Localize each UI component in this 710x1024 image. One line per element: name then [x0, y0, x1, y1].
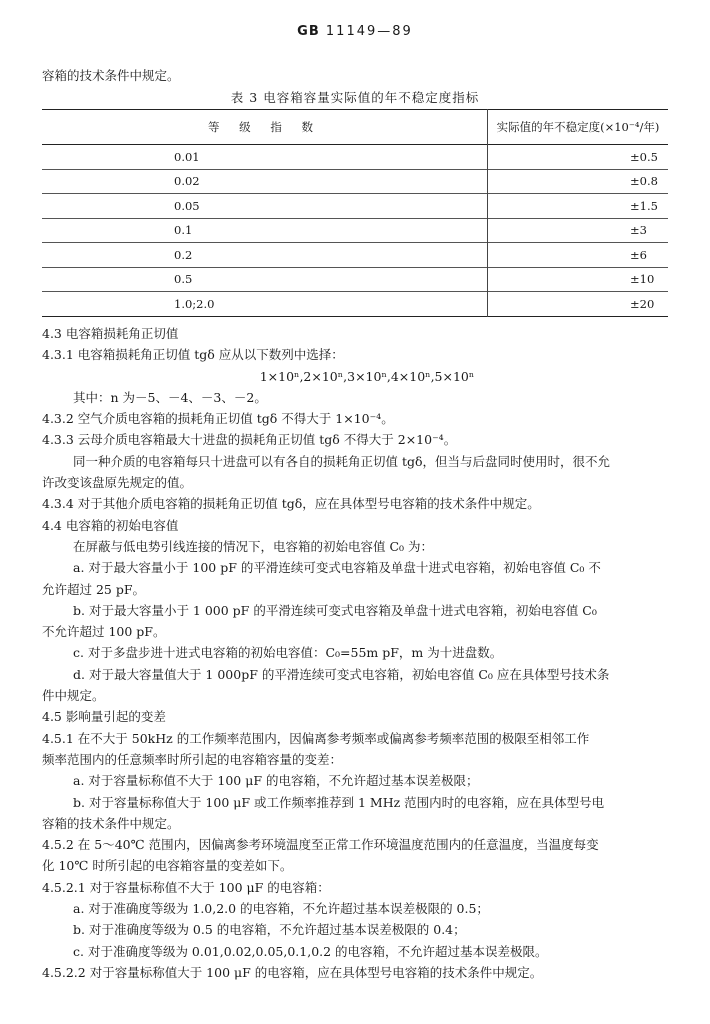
list-item-b: b. 对于容量标称值大于 100 μF 或工作频率推荐到 1 MHz 范围内时的电容箱，应在具体型号电 — [73, 794, 605, 810]
intro-line: 容箱的技术条件中规定。 — [42, 68, 180, 83]
table-row — [42, 267, 668, 292]
value-cell: ±3 — [630, 223, 647, 238]
paragraph-line: 在屏蔽与低电势引线连接的情况下，电容箱的初始电容值 C₀ 为： — [73, 538, 434, 554]
clause-4-5-2-2: 4.5.2.2 对于容量标称值大于 100 μF 的电容箱，应在具体型号电容箱的技术条件中规定。 — [42, 964, 543, 980]
standard-number: 11149—89 — [325, 24, 413, 39]
list-item-d: d. 对于最大容量值大于 1 000pF 的平滑连续可变式电容箱，初始电容值 C₀ 应在具体型号技术条 — [73, 666, 610, 682]
clause-4-3-2: 4.3.2 空气介质电容箱的损耗角正切值 tgδ 不得大于 1×10⁻⁴。 — [42, 411, 394, 427]
table-row — [42, 292, 668, 317]
paragraph-line: 容箱的技术条件中规定。 — [42, 815, 180, 831]
series-note: 其中：n 为－5、－4、－3、－2。 — [73, 389, 267, 405]
body-text — [42, 323, 672, 983]
table-row — [42, 218, 668, 243]
col-header-instability: 实际值的年不稳定度(×10⁻⁴/年) — [496, 120, 660, 134]
list-item-c: c. 对于准确度等级为 0.01,0.02,0.05,0.1,0.2 的电容箱，不允许超过基本误差极限。 — [73, 943, 548, 959]
value-cell: ±6 — [630, 247, 647, 262]
paragraph-line: 不允许超过 100 pF。 — [42, 624, 166, 640]
section-heading-4-3: 4.3 电容箱损耗角正切值 — [42, 326, 179, 341]
clause-4-3-4: 4.3.4 对于其他介质电容箱的损耗角正切值 tgδ，应在具体型号电容箱的技术条件中规定。 — [42, 496, 540, 512]
table-row — [42, 145, 668, 170]
grade-cell: 0.2 — [42, 243, 488, 268]
value-cell: ±0.5 — [630, 149, 658, 164]
value-cell: ±10 — [630, 272, 655, 287]
list-item-a: a. 对于容量标称值不大于 100 μF 的电容箱，不允许超过基本误差极限； — [73, 773, 479, 789]
clause-4-5-2-1: 4.5.2.1 对于容量标称值不大于 100 μF 的电容箱： — [42, 879, 330, 895]
stability-table — [42, 109, 668, 317]
paragraph-line: 许改变该盘原先规定的值。 — [42, 475, 193, 491]
paragraph-line: 允许超过 25 pF。 — [42, 581, 146, 597]
clause-4-5-1: 4.5.1 在不大于 50kHz 的工作频率范围内，因偏离参考频率或偏离参考频率范围的极限至相邻工作 — [42, 730, 590, 746]
clause-4-3-1: 4.3.1 电容箱损耗角正切值 tgδ 应从以下数列中选择： — [42, 347, 344, 363]
page-header — [0, 24, 710, 39]
clause-4-5-2: 4.5.2 在 5～40℃ 范围内，因偏离参考环境温度至正常工作环境温度范围内的任意温度，当温度每变 — [42, 837, 599, 853]
grade-cell: 0.02 — [42, 169, 488, 194]
grade-cell: 0.01 — [42, 145, 488, 170]
list-item-c: c. 对于多盘步进十进式电容箱的初始电容值：C₀=55m pF，m 为十进盘数。 — [73, 645, 503, 661]
grade-cell: 0.1 — [42, 218, 488, 243]
value-cell: ±20 — [630, 296, 655, 311]
grade-cell: 0.5 — [42, 267, 488, 292]
table-row — [42, 243, 668, 268]
paragraph-line: 化 10℃ 时所引起的电容箱容量的变差如下。 — [42, 858, 293, 874]
col-header-grade: 等 级 指 数 — [42, 110, 488, 145]
list-item-a: a. 对于准确度等级为 1.0,2.0 的电容箱，不允许超过基本误差极限的 0.5； — [73, 901, 489, 917]
grade-cell: 1.0;2.0 — [42, 292, 488, 317]
value-cell: ±0.8 — [630, 174, 658, 189]
table-header-row — [42, 110, 668, 145]
list-item-b: b. 对于最大容量小于 1 000 pF 的平滑连续可变式电容箱及单盘十进式电容箱，初始电容值 C₀ — [73, 602, 597, 618]
table-row — [42, 169, 668, 194]
paragraph-line: 频率范围内的任意频率时所引起的电容箱容量的变差： — [42, 751, 343, 767]
paragraph-line: 同一种介质的电容箱每只十进盘可以有各自的损耗角正切值 tgδ，但当与后盘同时使用时，很不允 — [73, 453, 611, 469]
grade-cell: 0.05 — [42, 194, 488, 219]
table-row — [42, 194, 668, 219]
section-heading-4-5: 4.5 影响量引起的变差 — [42, 709, 166, 725]
section-heading-4-4: 4.4 电容箱的初始电容值 — [42, 517, 179, 533]
table-caption: 表 3 电容箱容量实际值的年不稳定度指标 — [230, 90, 480, 105]
standard-code: GB — [297, 24, 320, 39]
value-cell: ±1.5 — [630, 198, 658, 213]
clause-4-3-3: 4.3.3 云母介质电容箱最大十进盘的损耗角正切值 tgδ 不得大于 2×10⁻⁴。 — [42, 432, 457, 448]
paragraph-line: 件中规定。 — [42, 688, 105, 704]
list-item-a: a. 对于最大容量小于 100 pF 的平滑连续可变式电容箱及单盘十进式电容箱，初始电容值 C₀ 不 — [73, 560, 601, 576]
list-item-b: b. 对于准确度等级为 0.5 的电容箱，不允许超过基本误差极限的 0.4； — [73, 922, 466, 938]
loss-tangent-series: 1×10ⁿ,2×10ⁿ,3×10ⁿ,4×10ⁿ,5×10ⁿ — [259, 368, 475, 384]
